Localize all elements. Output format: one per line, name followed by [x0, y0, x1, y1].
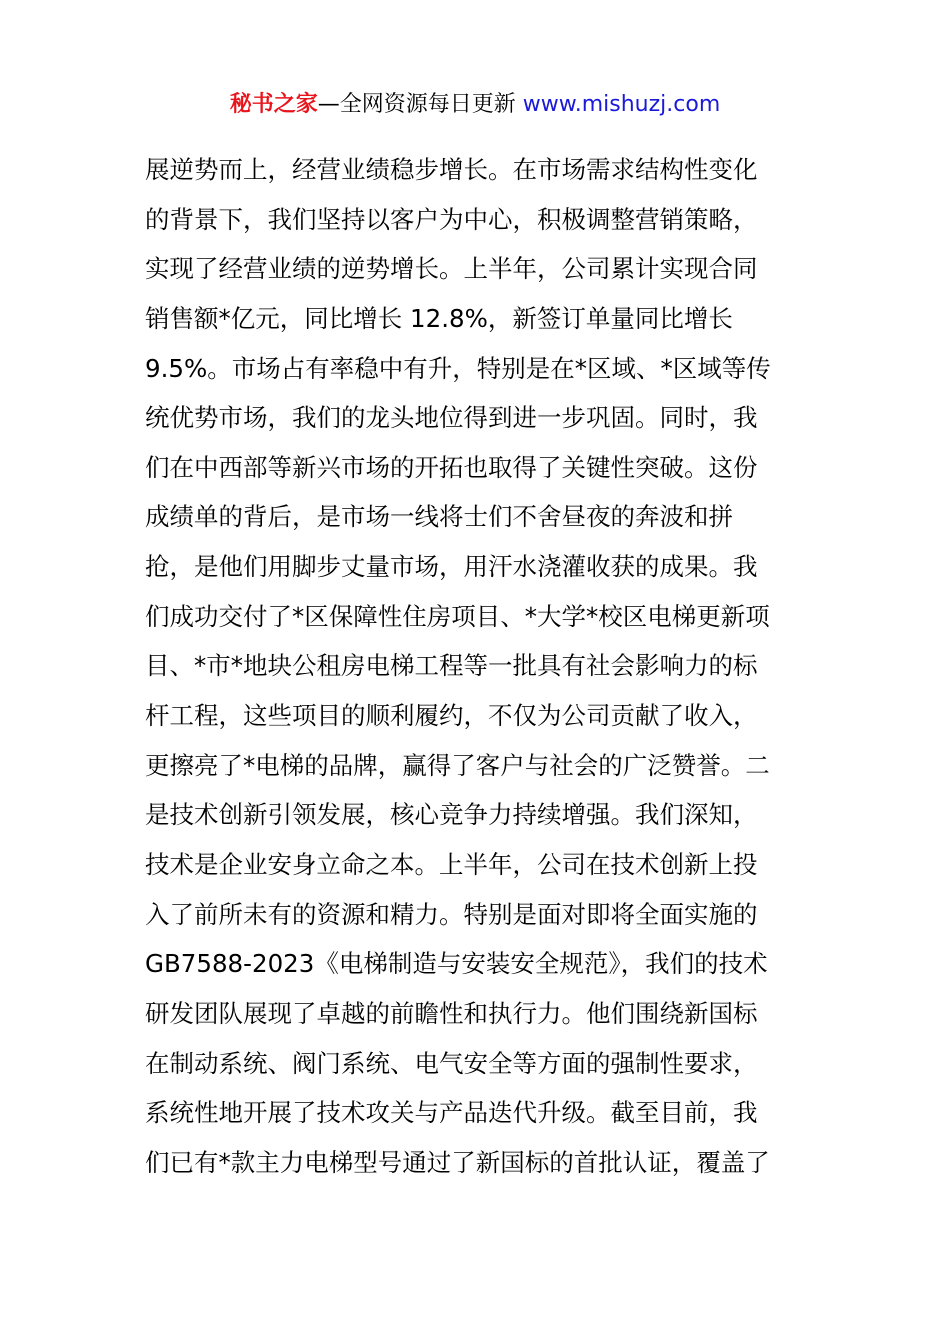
text-line: 们已有*款主力电梯型号通过了新国标的首批认证，覆盖了 — [145, 1147, 770, 1177]
text-line: 实现了经营业绩的逆势增长。上半年，公司累计实现合同 — [145, 254, 758, 284]
text-line: 目、*市*地块公租房电梯工程等一批具有社会影响力的标 — [145, 651, 758, 681]
text-line: 入了前所未有的资源和精力。特别是面对即将全面实施的 — [145, 899, 758, 929]
site-header — [0, 88, 950, 122]
text-line: 是技术创新引领发展，核心竞争力持续增强。我们深知， — [145, 800, 758, 830]
text-line: 9.5%。市场占有率稳中有升，特别是在*区域、*区域等传 — [145, 353, 771, 383]
header-slogan: —全网资源每日更新 — [317, 92, 516, 117]
text-line: 杆工程，这些项目的顺利履约，不仅为公司贡献了收入， — [145, 701, 758, 731]
text-line: 展逆势而上，经营业绩稳步增长。在市场需求结构性变化 — [145, 155, 758, 184]
text-line: 们在中西部等新兴市场的开拓也取得了关键性突破。这份 — [145, 452, 758, 482]
text-line: 技术是企业安身立命之本。上半年，公司在技术创新上投 — [145, 849, 758, 879]
text-line: 销售额*亿元，同比增长 12.8%，新签订单量同比增长 — [145, 303, 733, 333]
text-line: 抢，是他们用脚步丈量市场，用汗水浇灌收获的成果。我 — [145, 552, 758, 582]
text-line: 的背景下，我们坚持以客户为中心，积极调整营销策略， — [145, 204, 758, 234]
text-line: 研发团队展现了卓越的前瞻性和执行力。他们围绕新国标 — [145, 998, 758, 1028]
text-line: 们成功交付了*区保障性住房项目、*大学*校区电梯更新项 — [145, 601, 770, 631]
brand-name: 秘书之家 — [229, 92, 318, 117]
text-line: 更擦亮了*电梯的品牌，赢得了客户与社会的广泛赞誉。二 — [145, 750, 770, 780]
text-line: 成绩单的背后，是市场一线将士们不舍昼夜的奔波和拼 — [145, 502, 733, 532]
site-url-link[interactable]: www.mishuzj.com — [522, 92, 721, 117]
text-line: 在制动系统、阀门系统、电气安全等方面的强制性要求， — [145, 1048, 758, 1078]
text-line: GB7588-2023《电梯制造与安装安全规范》，我们的技术 — [145, 949, 768, 979]
text-line: 系统性地开展了技术攻关与产品迭代升级。截至目前，我 — [145, 1098, 758, 1128]
document-body — [145, 145, 810, 1187]
text-line: 统优势市场，我们的龙头地位得到进一步巩固。同时，我 — [145, 403, 758, 433]
